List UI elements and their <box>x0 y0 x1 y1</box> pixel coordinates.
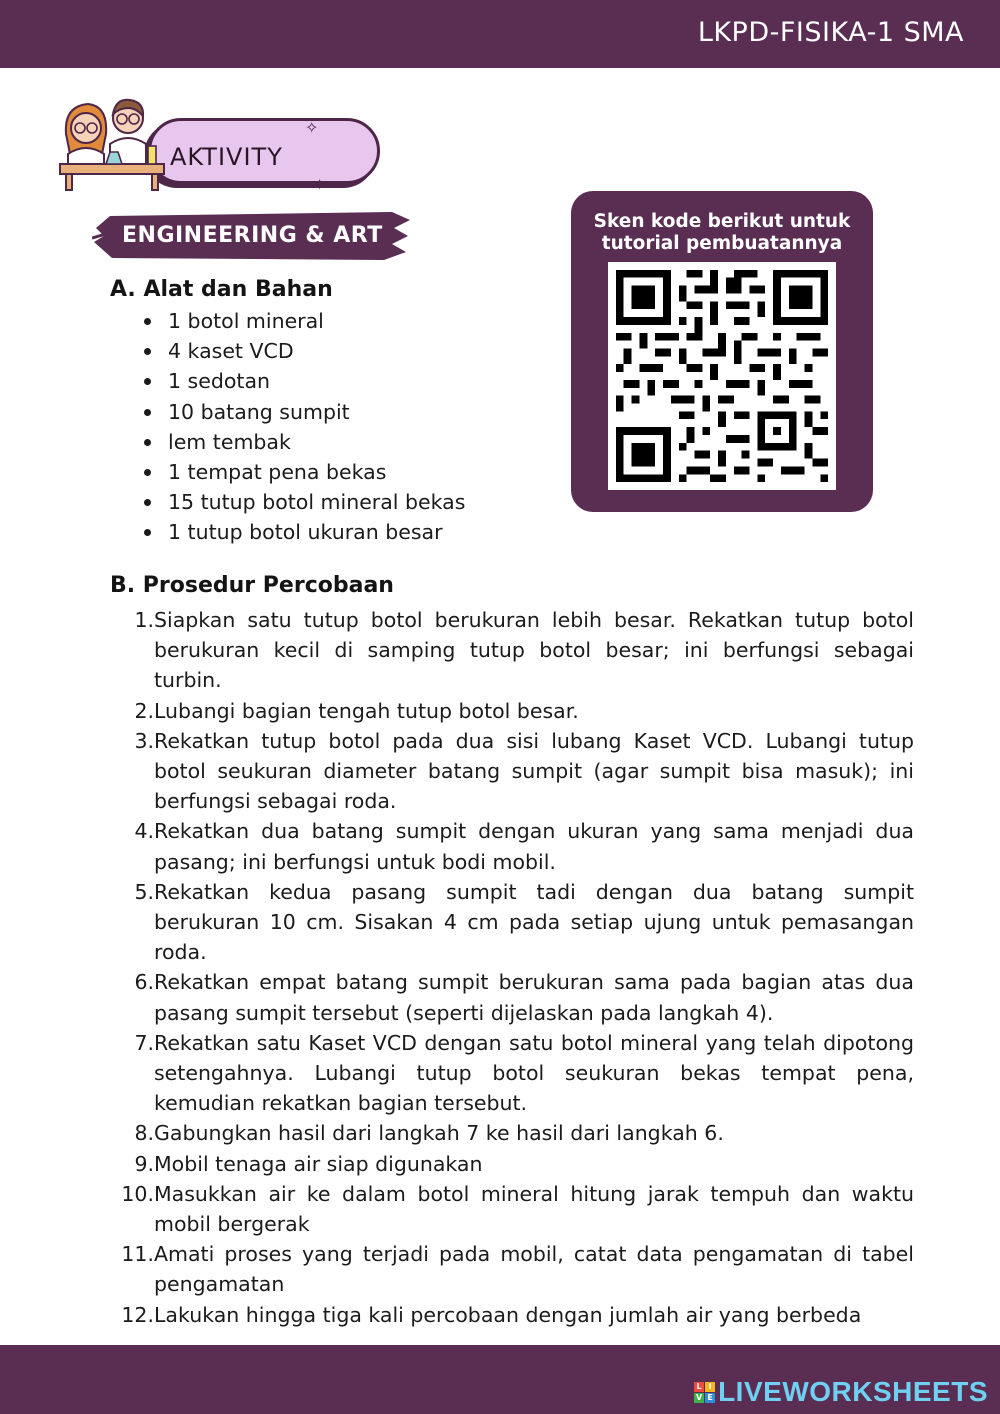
procedure-step <box>120 1239 914 1299</box>
qr-code[interactable] <box>608 262 836 490</box>
procedure-step <box>120 967 914 1027</box>
logo-letter: I <box>705 1382 715 1392</box>
step-text: Mobil tenaga air siap digunakan <box>154 1151 483 1176</box>
step-text: Rekatkan satu Kaset VCD dengan satu botol mineral yang telah dipotong setengahnya. Lubangi tutup botol seukuran bekas tempat pena, kemudian rekatkan bagian tersebut. <box>154 1030 914 1116</box>
step-text: Masukkan air ke dalam botol mineral hitung jarak tempuh dan waktu mobil bergerak <box>154 1181 914 1237</box>
step-text: Rekatkan empat batang sumpit berukuran sama pada bagian atas dua pasang sumpit tersebut (seperti dijelaskan pada langkah 4). <box>154 970 914 1025</box>
procedure-step <box>120 1179 914 1239</box>
step-text: Gabungkan hasil dari langkah 7 ke hasil dari langkah 6. <box>154 1121 724 1146</box>
step-text: Rekatkan kedua pasang sumpit tadi dengan dua batang sumpit berukuran 10 cm. Sisakan 4 cm pada setiap ujung untuk pemasangan roda. <box>154 879 914 965</box>
step-number: 8. <box>134 1121 154 1146</box>
qr-caption-line: Sken kode berikut untuk <box>593 211 851 232</box>
procedure-step <box>120 816 914 876</box>
list-item: 15 tutup botol mineral bekas <box>140 487 465 517</box>
list-item: 1 tutup botol ukuran besar <box>140 517 465 547</box>
list-item: 4 kaset VCD <box>140 336 465 366</box>
procedure-step <box>120 877 914 968</box>
scientist-kids-icon <box>58 94 168 192</box>
section-b-title: B. Prosedur Percobaan <box>110 573 394 598</box>
materials-list <box>140 306 465 548</box>
procedure-step <box>120 726 914 817</box>
header-title: LKPD-FISIKA-1 SMA <box>697 17 964 48</box>
step-number: 7. <box>134 1030 154 1055</box>
star-icon: ✦ <box>313 175 327 194</box>
star-icon: ✧ <box>305 118 319 137</box>
step-number: 2. <box>134 698 154 723</box>
procedure-step <box>120 1028 914 1119</box>
liveworksheets-logo-icon <box>694 1382 715 1403</box>
step-text: Amati proses yang terjadi pada mobil, catat data pengamatan di tabel pengamatan <box>154 1242 914 1297</box>
step-number: 4. <box>134 819 154 844</box>
list-item: lem tembak <box>140 427 465 457</box>
qr-caption <box>571 211 873 255</box>
logo-letter: E <box>705 1393 715 1403</box>
step-text: Rekatkan tutup botol pada dua sisi lubang Kaset VCD. Lubangi tutup botol seukuran diameter batang sumpit (agar sumpit bisa masuk); ini berfungsi sebagai roda. <box>154 728 914 814</box>
procedure-step <box>120 605 914 696</box>
step-text: Lakukan hingga tiga kali percobaan dengan jumlah air yang berbeda <box>154 1302 862 1327</box>
qr-code-icon <box>608 262 836 490</box>
procedure-step <box>120 1118 914 1148</box>
list-item: 1 botol mineral <box>140 306 465 336</box>
logo-letter: V <box>695 1392 703 1402</box>
step-number: 1. <box>134 608 154 632</box>
qr-caption-line: tutorial pembuatannya <box>601 233 843 254</box>
step-number: 5. <box>134 879 154 904</box>
procedure-step <box>120 696 914 726</box>
section-a-title: A. Alat dan Bahan <box>110 277 333 302</box>
engineering-label: ENGINEERING & ART <box>122 223 383 248</box>
activity-label: AKTIVITY <box>170 143 283 171</box>
step-number: 3. <box>134 728 154 753</box>
logo-letter: L <box>694 1382 704 1392</box>
step-number: 10. <box>121 1181 154 1206</box>
step-text: Siapkan satu tutup botol berukuran lebih besar. Rekatkan tutup botol berukuran kecil di samping tutup botol besar; ini berfungsi sebagai turbin. <box>154 608 914 693</box>
step-number: 6. <box>134 970 154 995</box>
procedure-step <box>120 1149 914 1179</box>
step-text: Lubangi bagian tengah tutup botol besar. <box>154 698 579 723</box>
step-number: 9. <box>134 1151 154 1176</box>
step-text: Rekatkan dua batang sumpit dengan ukuran yang sama menjadi dua pasang; ini berfungsi untuk bodi mobil. <box>154 819 914 874</box>
list-item: 10 batang sumpit <box>140 397 465 427</box>
list-item: 1 sedotan <box>140 366 465 396</box>
liveworksheets-brand[interactable] <box>694 1376 988 1408</box>
list-item: 1 tempat pena bekas <box>140 457 465 487</box>
step-number: 11. <box>121 1242 154 1267</box>
procedure-step <box>120 1300 914 1330</box>
step-number: 12. <box>121 1302 154 1327</box>
brand-text: LIVEWORKSHEETS <box>718 1376 988 1407</box>
procedure-list <box>120 605 914 1330</box>
